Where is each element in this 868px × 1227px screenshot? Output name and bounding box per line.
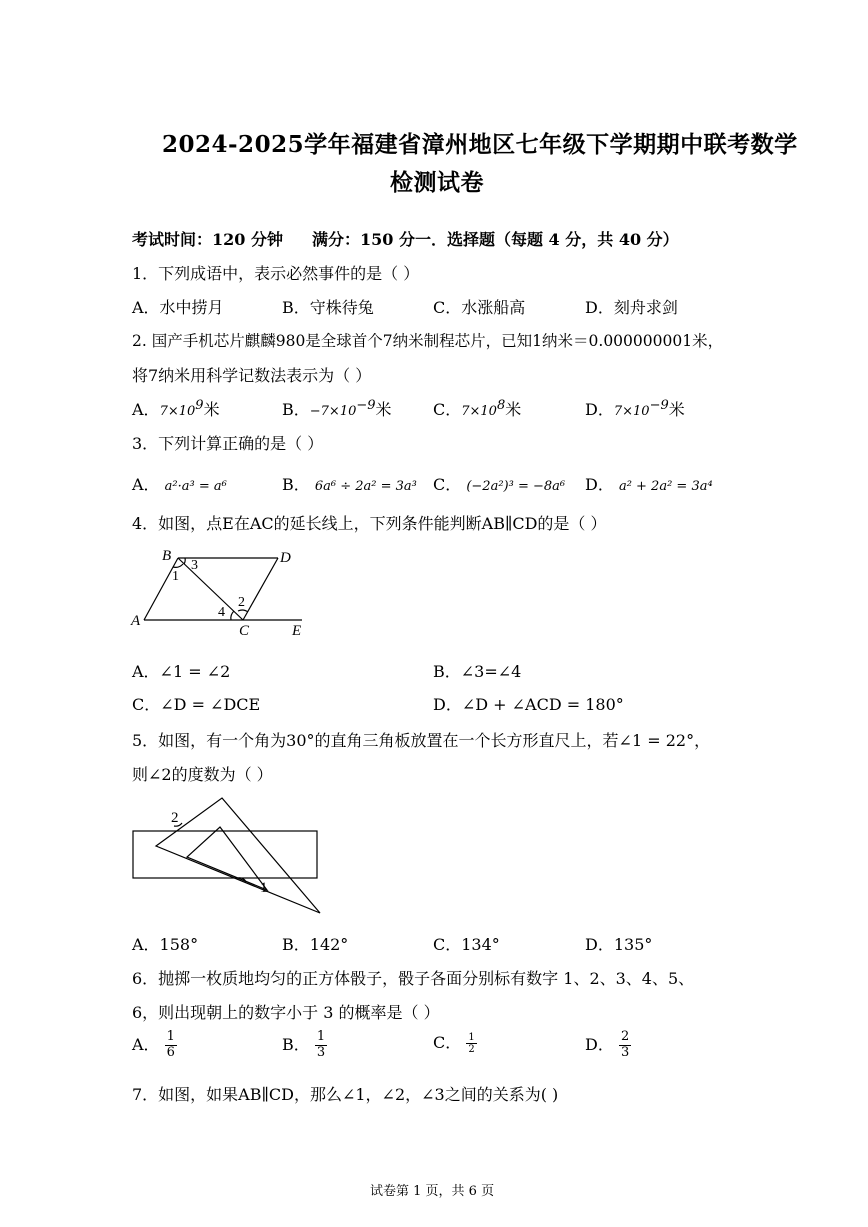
q4-label-3: 3 [191,558,198,573]
q2-option-b-exp: −9 [356,398,376,413]
q4-angle-arc-3 [184,558,185,564]
q2-option-a-exp: 9 [195,398,204,413]
q2-option-a-letter: A． [132,400,160,419]
q3-option-a-letter: A． [132,475,160,494]
q3-option-d-math: a² + 2a² = 3a⁴ [618,479,713,494]
q4-label-d: D [280,550,291,566]
q6-option-b-denominator: 3 [316,1044,326,1060]
q3-option-c-math: (−2a²)³ = −8a⁶ [466,479,566,494]
q6-option-a-numerator: 1 [166,1029,175,1044]
q4-angle-arc-2 [238,610,248,612]
q5-label-2: 2 [171,810,179,826]
q1-option-d: D．刻舟求剑 [585,298,678,317]
q3-option-c-letter: C． [433,475,462,494]
q2-option-b [282,397,392,420]
q2-option-a-unit: 米 [203,400,220,419]
q2-option-c-math: 7×10 [461,404,497,419]
q2-option-b-letter: B． [282,400,310,419]
q6-option-b-fraction [315,1030,327,1061]
q6-option-c-letter: C． [433,1033,462,1052]
q6-option-c-numerator: 1 [468,1031,475,1043]
q5-ruler-triangle-figure [130,793,330,918]
q4-option-d: D．∠D + ∠ACD = 180° [433,695,624,714]
q6-option-d-fraction [619,1030,631,1061]
q3-option-c [433,472,565,495]
q4-angle-arc-4 [231,611,234,620]
q1-option-c: C．水涨船高 [433,298,526,317]
q4-label-a: A [131,613,141,629]
question-6-stem-line2: 6，则出现朝上的数字小于 3 的概率是（ ） [132,1003,440,1022]
q2-option-a [132,397,220,420]
q6-option-a-denominator: 6 [166,1044,175,1060]
q5-option-b: B．142° [282,935,349,954]
q2-option-c [433,397,521,420]
q5-option-c: C．134° [433,935,500,954]
q2-option-c-letter: C． [433,400,462,419]
q6-option-d-numerator: 2 [620,1029,630,1044]
q6-option-b [282,1030,327,1061]
question-2-stem-line2: 将7纳米用科学记数法表示为（ ） [132,366,372,385]
question-6-stem-line1: 6．抛掷一枚质地均匀的正方体骰子，骰子各面分别标有数字 1、2、3、4、5、 [132,969,695,988]
q4-line-ab [144,558,178,620]
q4-label-b: B [162,548,172,564]
q2-option-d-unit: 米 [668,400,685,419]
exam-score-section: 满分：150 分一．选择题（每题 4 分，共 40 分） [312,230,679,249]
q4-line-dc [243,558,278,620]
q2-option-c-unit: 米 [505,400,522,419]
q5-outer-triangle [156,798,320,913]
q4-label-2: 2 [238,595,245,610]
q4-label-1: 1 [172,569,179,584]
q3-option-a-math: a²·a³ = a⁶ [164,479,227,494]
q2-option-b-math: −7×10 [309,404,357,419]
q3-option-b-math: 6a⁶ ÷ 2a² = 3a³ [314,479,417,494]
q5-option-d: D．135° [585,935,653,954]
q4-option-c: C．∠D = ∠DCE [132,695,261,714]
q3-option-d-letter: D． [585,475,614,494]
exam-title-line1: 2024-2025学年福建省漳州地区七年级下学期期中联考数学 [162,131,798,158]
q2-option-d-math: 7×10 [613,404,650,419]
q2-option-a-math: 7×10 [159,404,196,419]
q6-option-d [585,1030,631,1061]
q6-option-a-fraction [165,1030,177,1061]
q5-option-a: A．158° [132,935,199,954]
q2-option-d [585,397,685,420]
q3-option-b [282,472,417,495]
q3-option-a [132,472,227,495]
q6-option-c [433,1030,477,1056]
exam-time: 考试时间：120 分钟 [132,230,283,249]
q6-option-b-letter: B． [282,1034,310,1054]
q1-option-a: A．水中捞月 [132,298,224,317]
q1-option-b: B．守株待兔 [282,298,374,317]
page-footer: 试卷第 1 页，共 6 页 [370,1184,495,1199]
q6-option-a [132,1030,177,1061]
q4-label-c: C [239,623,250,639]
q4-line-bc [178,558,243,620]
q2-option-d-exp: −9 [649,398,669,413]
exam-title-line2: 检测试卷 [390,169,484,196]
q3-option-d [585,472,713,495]
q4-option-b: B．∠3=∠4 [433,662,522,681]
q2-option-b-unit: 米 [375,400,392,419]
question-5-stem-line1: 5．如图，有一个角为30°的直角三角板放置在一个长方形直尺上，若∠1 = 22°， [132,731,711,750]
q4-parallelogram-figure [130,545,320,645]
q6-option-b-numerator: 1 [316,1029,326,1044]
question-1-stem: 1．下列成语中，表示必然事件的是（ ） [132,264,420,283]
q2-option-d-letter: D． [585,400,614,419]
question-4-stem: 4．如图，点E在AC的延长线上，下列条件能判断AB∥CD的是（ ） [132,514,607,533]
q5-ruler [133,831,317,878]
q4-label-4: 4 [218,605,225,620]
question-5-stem-line2: 则∠2的度数为（ ） [132,765,273,784]
question-2-stem-line1: 2. 国产手机芯片麒麟980是全球首个7纳米制程芯片，已知1纳米＝0.000000001米， [132,332,724,350]
q5-label-1: 1 [260,880,268,896]
q6-option-d-denominator: 3 [620,1044,630,1060]
q2-option-c-exp: 8 [496,398,506,413]
q3-option-b-letter: B． [282,475,310,494]
q6-option-a-letter: A． [132,1034,160,1054]
question-3-stem: 3．下列计算正确的是（ ） [132,434,324,453]
q6-option-d-letter: D． [585,1034,614,1054]
q6-option-c-fraction [466,1032,476,1056]
q6-option-c-denominator: 2 [468,1044,475,1055]
q4-option-a: A．∠1 = ∠2 [132,662,231,681]
question-7-stem: 7．如图，如果AB∥CD，那么∠1，∠2，∠3之间的关系为( ) [132,1085,559,1104]
q4-label-e: E [292,623,302,639]
